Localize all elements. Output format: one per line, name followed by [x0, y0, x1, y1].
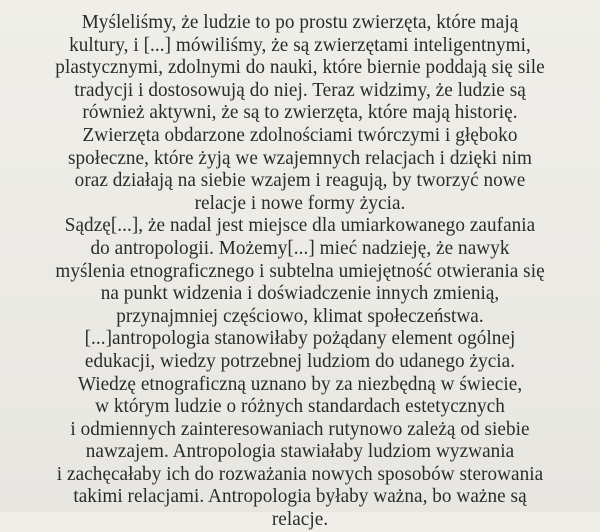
text-line: przynajmniej częściowo, klimat społeczeństwa. — [116, 305, 484, 327]
text-block — [0, 12, 600, 532]
text-line: Zwierzęta obdarzone zdolnościami twórczymi i głęboko — [82, 124, 518, 146]
text-line: na punkt widzenia i doświadczenie innych zmienią, — [100, 283, 500, 305]
text-line: takimi relacjami. Antropologia byłaby ważna, bo ważne są — [73, 486, 527, 508]
text-line: społeczne, które żyją we wzajemnych relacjach i dzięki nim — [67, 147, 532, 169]
text-line: [...]antropologia stanowiłaby pożądany element ogólnej — [84, 328, 516, 350]
text-line: relacje i nowe formy życia. — [194, 192, 406, 214]
text-line: plastycznymi, zdolnymi do nauki, które biernie poddają się sile — [55, 57, 545, 79]
text-line: do antropologii. Możemy[...] mieć nadzieję, że nawyk — [90, 237, 510, 259]
text-line: Myśleliśmy, że ludzie to po prostu zwierzęta, które mają — [81, 12, 519, 33]
text-line: relacje. — [271, 509, 329, 531]
text-line: również aktywni, że są to zwierzęta, które mają historię. — [82, 102, 518, 124]
text-line: oraz działają na siebie wzajem i reagują, by tworzyć nowe — [74, 170, 526, 192]
text-line: Wiedzę etnograficzną uznano by za niezbędną w świecie, — [77, 373, 523, 395]
text-line: kultury, i [...] mówiliśmy, że są zwierzętami inteligentnymi, — [69, 34, 531, 56]
text-line: edukacji, wiedzy potrzebnej ludziom do udanego życia. — [84, 350, 516, 372]
text-line: nawzajem. Antropologia stawiałaby ludziom wyzwania — [85, 441, 515, 463]
text-line: myślenia etnograficznego i subtelna umiejętność otwierania się — [55, 260, 545, 282]
text-line: w którym ludzie o różnych standardach estetycznych — [95, 396, 505, 418]
text-line: tradycji i dostosowują do niej. Teraz widzimy, że ludzie są — [74, 79, 526, 101]
text-line: i zachęcałaby ich do rozważania nowych sposobów sterowania — [56, 463, 544, 485]
text-line: i odmiennych zainteresowaniach rutynowo zależą od siebie — [70, 418, 530, 440]
text-line: Sądzę[...], że nadal jest miejsce dla umiarkowanego zaufania — [64, 215, 536, 237]
